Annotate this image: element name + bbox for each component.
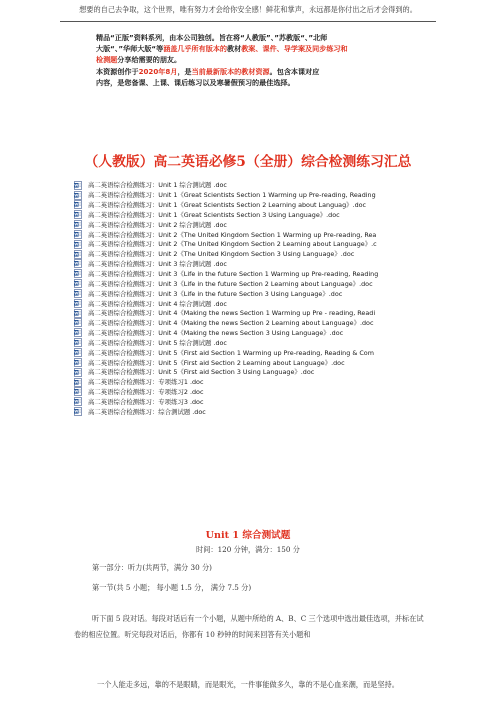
svg-text:W: W — [74, 242, 79, 247]
file-list-item[interactable] — [74, 347, 420, 357]
file-list-item[interactable] — [74, 397, 420, 407]
file-name: 高二英语综合检测练习：Unit 4《Making the news Section 2 Learning about Language》.doc — [88, 319, 374, 328]
file-list-item[interactable] — [74, 269, 420, 279]
file-list-item[interactable] — [74, 367, 420, 377]
word-doc-icon — [74, 318, 82, 327]
svg-text:W: W — [74, 232, 79, 237]
word-doc-icon — [74, 191, 82, 200]
svg-text:W: W — [74, 370, 79, 375]
svg-text:W: W — [74, 409, 79, 414]
intro-highlight: 2020年8月 — [138, 66, 178, 76]
file-list-item[interactable] — [74, 298, 420, 308]
file-list-item[interactable] — [74, 406, 420, 416]
intro-line — [96, 54, 426, 65]
word-doc-icon — [74, 378, 82, 387]
word-doc-icon — [74, 328, 82, 337]
file-name: 高二英语综合检测练习：Unit 1《Great Scientists Section 1 Warming up Pre-reading, Reading — [88, 191, 376, 200]
word-doc-icon — [74, 348, 82, 357]
file-list-item[interactable] — [74, 328, 420, 338]
word-doc-icon — [74, 368, 82, 377]
intro-line — [96, 32, 426, 43]
file-list-item[interactable] — [74, 387, 420, 397]
file-name: 高二英语综合检测练习：综合测试题 .doc — [88, 407, 206, 416]
file-name: 高二英语综合检测练习：Unit 3《Life in the future Section 3 Using Language》.doc — [88, 289, 343, 298]
file-name: 高二英语综合检测练习：Unit 2《The United Kingdom Section 2 Learning about Language》.c — [88, 240, 377, 249]
svg-text:W: W — [74, 281, 79, 286]
file-name: 高二英语综合检测练习：Unit 4《Making the news Section 3 Using Language》.doc — [88, 329, 344, 338]
file-name: 高二英语综合检测练习：Unit 2《The United Kingdom Section 3 Using Language》.doc — [88, 250, 355, 259]
svg-text:W: W — [74, 311, 79, 316]
svg-text:W: W — [74, 321, 79, 326]
intro-line — [96, 66, 426, 77]
file-name: 高二英语综合检测练习：专项练习3 .doc — [88, 397, 204, 406]
word-doc-icon — [74, 269, 82, 278]
intro-line — [96, 77, 426, 88]
word-doc-icon — [74, 299, 82, 308]
intro-text: 大版“、”华师大版“等 — [96, 44, 164, 54]
intro-text: 分享给需要的朋友。 — [117, 55, 182, 65]
svg-text:W: W — [74, 252, 79, 257]
file-name: 高二英语综合检测练习：Unit 5《First aid Section 1 Warming up Pre-reading, Reading & Com — [88, 348, 374, 357]
file-list-item[interactable] — [74, 229, 420, 239]
file-name: 高二英语综合检测练习：Unit 4《Making the news Section 1 Warming up Pre - reading, Readi — [88, 309, 376, 318]
file-list-item[interactable] — [74, 249, 420, 259]
svg-text:W: W — [74, 262, 79, 267]
file-list-item[interactable] — [74, 210, 420, 220]
intro-highlight: 涵盖几乎所有版本的 — [163, 44, 228, 54]
svg-text:W: W — [74, 350, 79, 355]
file-name: 高二英语综合检测练习：Unit 2《The United Kingdom Section 1 Warming up Pre-reading, Rea — [88, 230, 377, 239]
file-name: 高二英语综合检测练习：专项练习1 .doc — [88, 378, 204, 387]
file-list-item[interactable] — [74, 259, 420, 269]
page-header: 想要的自己去争取，这个世界，唯有努力才会给你安全感！鲜花和掌声，永远都是你付出之后才会得到的。 — [79, 5, 417, 14]
file-name: 高二英语综合检测练习：Unit 3《Life in the future Section 2 Learning about Language》.doc — [88, 279, 373, 288]
svg-text:W: W — [74, 183, 79, 188]
file-name: 高二英语综合检测练习：Unit 5《First aid Section 2 Learning about Language》.doc — [88, 358, 345, 367]
svg-text:W: W — [74, 271, 79, 276]
section-heading: 第一节(共 5 小题； 每小题 1.5 分， 满分 7.5 分) — [92, 583, 252, 592]
word-doc-icon — [74, 250, 82, 259]
intro-text: ，是 — [177, 66, 192, 76]
file-list-item[interactable] — [74, 308, 420, 318]
word-doc-icon — [74, 387, 82, 396]
intro-line — [96, 43, 426, 54]
file-list-item[interactable] — [74, 239, 420, 249]
file-list-item[interactable] — [74, 318, 420, 328]
file-name: 高二英语综合检测练习：专项练习2 .doc — [88, 388, 204, 397]
word-doc-icon — [74, 358, 82, 367]
svg-text:W: W — [74, 193, 79, 198]
file-list-item[interactable] — [74, 190, 420, 200]
file-list-item[interactable] — [74, 357, 420, 367]
svg-text:W: W — [74, 380, 79, 385]
intro-text: 教材 — [227, 44, 242, 54]
svg-text:W: W — [74, 340, 79, 345]
file-list-item[interactable] — [74, 219, 420, 229]
header-divider — [60, 21, 436, 22]
file-list-item[interactable] — [74, 288, 420, 298]
svg-text:W: W — [74, 360, 79, 365]
word-doc-icon — [74, 181, 82, 190]
file-name: 高二英语综合检测练习：Unit 3 综合测试题 .doc — [88, 260, 227, 269]
part-heading: 第一部分：听力(共两节，满分 30 分) — [92, 563, 212, 572]
word-doc-icon — [74, 220, 82, 229]
svg-text:W: W — [74, 301, 79, 306]
file-name: 高二英语综合检测练习：Unit 5 综合测试题 .doc — [88, 338, 227, 347]
file-name: 高二英语综合检测练习：Unit 3《Life in the future Section 1 Warming up Pre-reading, Reading — [88, 270, 379, 279]
unit-title: Unit 1 综合测试题 — [205, 530, 291, 541]
exam-meta: 时间：120 分钟，满分：150 分 — [196, 545, 300, 554]
file-name: 高二英语综合检测练习：Unit 1《Great Scientists Section 3 Using Language》.doc — [88, 210, 340, 219]
file-name: 高二英语综合检测练习：Unit 4 综合测试题 .doc — [88, 299, 227, 308]
word-doc-icon — [74, 279, 82, 288]
word-doc-icon — [74, 397, 82, 406]
intro-text: 。包含本课对应 — [269, 66, 320, 76]
file-list-item[interactable] — [74, 278, 420, 288]
document-title: （人教版）高二英语必修5（全册）综合检测练习汇总 — [84, 154, 412, 170]
file-list — [74, 180, 420, 416]
word-doc-icon — [74, 230, 82, 239]
instructions-paragraph: 听下面 5 段对话。每段对话后有一个小题，从题中所给的 A、B、C 三个选项中选出最佳选项，并标在试卷的相应位置。听完每段对话后，你都有 10 秒钟的时间来回答有关小题和 — [74, 614, 424, 639]
intro-highlight: 当前最新版本的教材资源 — [191, 66, 270, 76]
svg-text:W: W — [74, 389, 79, 394]
word-doc-icon — [74, 259, 82, 268]
file-name: 高二英语综合检测练习：Unit 5《First aid Section 3 Using Language》.doc — [88, 368, 315, 377]
intro-text: 内容，是您备课、上课、课后练习以及寒暑假预习的最佳选择。 — [96, 77, 295, 87]
intro-block — [96, 32, 426, 88]
word-doc-icon — [74, 338, 82, 347]
word-doc-icon — [74, 210, 82, 219]
word-doc-icon — [74, 309, 82, 318]
file-name: 高二英语综合检测练习：Unit 2 综合测试题 .doc — [88, 220, 227, 229]
file-list-item[interactable] — [74, 180, 420, 190]
word-doc-icon — [74, 200, 82, 209]
svg-text:W: W — [74, 291, 79, 296]
svg-text:W: W — [74, 399, 79, 404]
file-name: 高二英语综合检测练习：Unit 1《Great Scientists Section 2 Learning about Languag》.doc — [88, 201, 367, 210]
svg-text:W: W — [74, 222, 79, 227]
file-name: 高二英语综合检测练习：Unit 1 综合测试题 .doc — [88, 181, 227, 190]
intro-highlight: 教案、课件、导学案及同步练习和 — [241, 44, 348, 54]
word-doc-icon — [74, 289, 82, 298]
file-list-item[interactable] — [74, 200, 420, 210]
file-list-item[interactable] — [74, 338, 420, 348]
word-doc-icon — [74, 407, 82, 416]
page-footer: 一个人能走多远，靠的不是眼睛，而是眼光，一件事能做多久，靠的不是心血来潮，而是坚持。 — [97, 680, 399, 689]
word-doc-icon — [74, 240, 82, 249]
svg-text:W: W — [74, 202, 79, 207]
intro-highlight: 检测题 — [96, 55, 118, 65]
file-list-item[interactable] — [74, 377, 420, 387]
intro-text: 本资源创作于 — [96, 66, 139, 76]
intro-text: 精品“正版”资料系列，由本公司独创。旨在将“人教版”、”苏教版“、”北师 — [96, 33, 328, 42]
svg-text:W: W — [74, 330, 79, 335]
svg-text:W: W — [74, 212, 79, 217]
